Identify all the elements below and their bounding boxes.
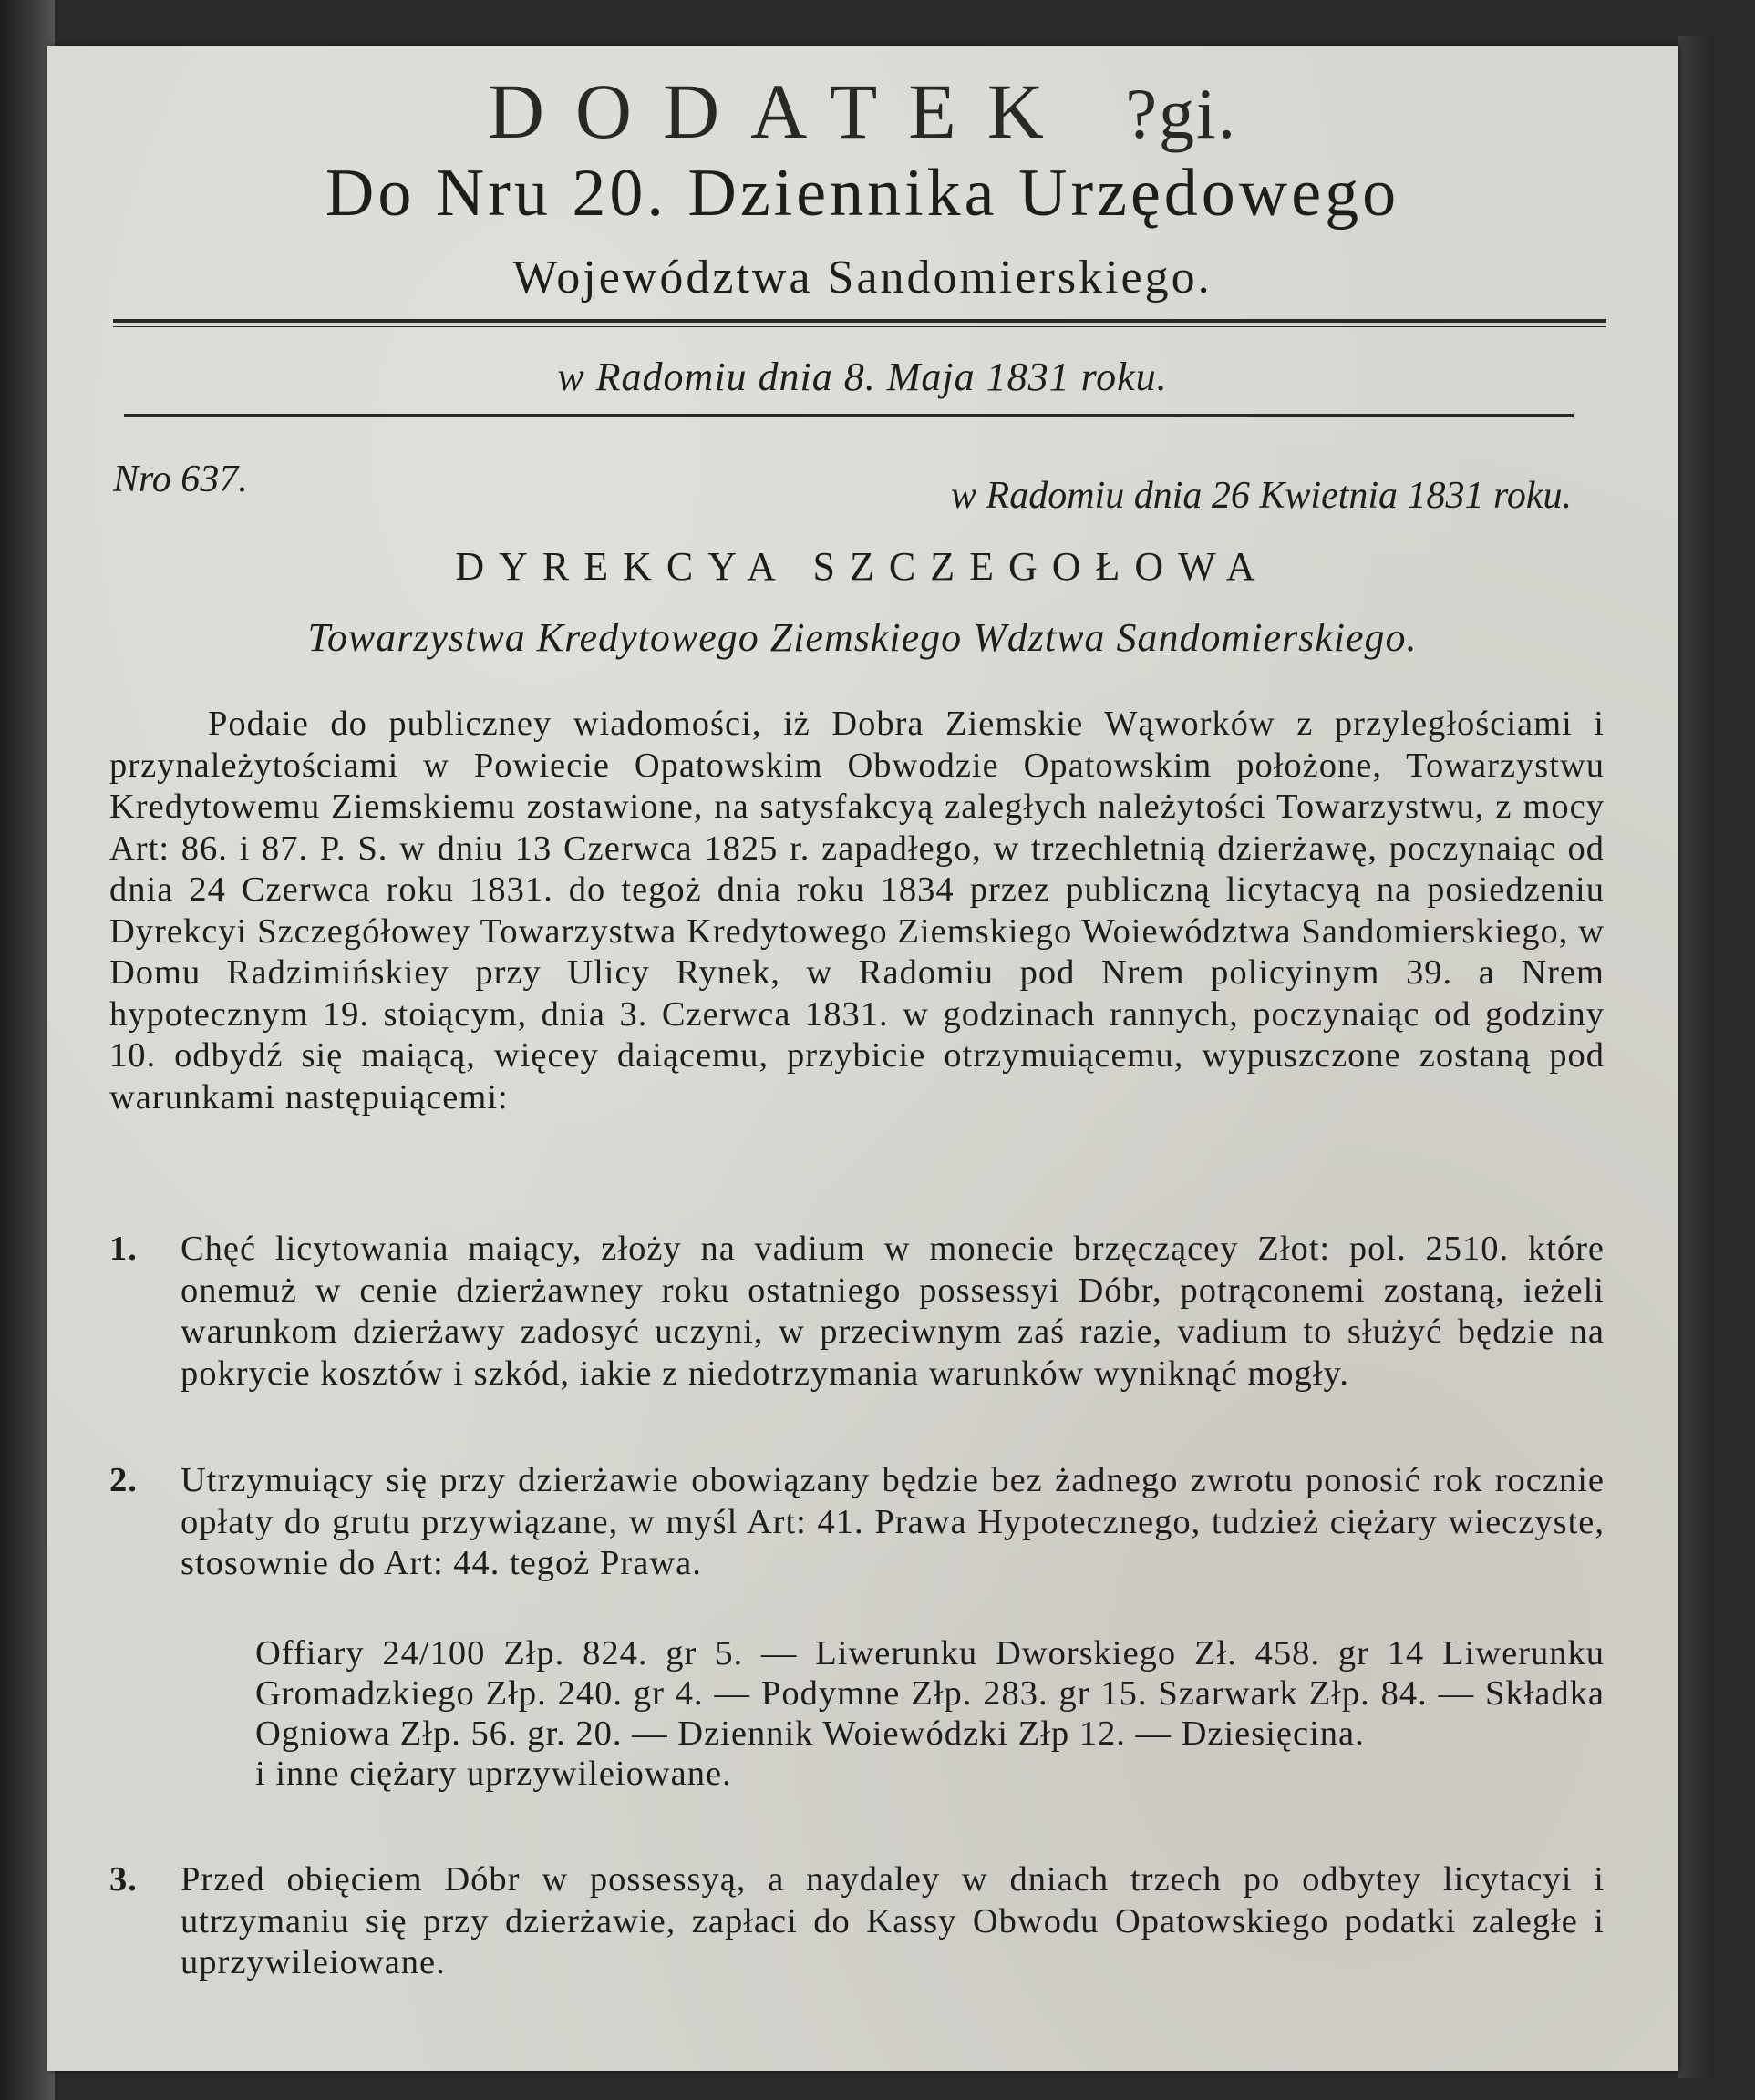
- condition-text: Utrzymuiący się przy dzierżawie obowiązany będzie bez żadnego zwrotu ponosić rok rocznie opłaty do grutu przywiązane, w myśl Art: 41. Prawa Hypotecznego, tudzież ciężary wieczyste, stosownie do Art: 44. tegoż Prawa.: [181, 1461, 1605, 1582]
- condition-text: Chęć licytowania maiący, złoży na vadium w monecie brzęczącey Złot: pol. 2510. które onemuż w cenie dzierżawney roku ostatniego possessyi Dóbr, potrąconemi zostaną, ieżeli warunkom dzierżawy zadosyć uczyni, w przeciwnym zaś razie, vadium to służyć będzie na pokrycie kosztów i szkód, iakie z niedotrzymania warunków wyniknąć mogły.: [181, 1230, 1605, 1393]
- notice-heading: DYREKCYA SZCZEGOŁOWA: [455, 544, 1270, 589]
- header-rule-top-thin: [113, 326, 1606, 327]
- condition-number: 3.: [109, 1860, 138, 1899]
- condition-item-1: [109, 1229, 1605, 1395]
- header-rule-bottom: [124, 414, 1574, 417]
- condition-number: 1.: [109, 1230, 138, 1268]
- header-rule-top: [113, 319, 1606, 323]
- voivodeship-title: Województwa Sandomierskiego.: [512, 252, 1213, 304]
- journal-title: Do Nru 20. Dziennika Urzędowego: [325, 156, 1400, 231]
- notice-date: w Radomiu dnia 26 Kwietnia 1831 roku.: [951, 475, 1572, 517]
- supplement-title: [47, 66, 1678, 157]
- notice-subheading: Towarzystwa Kredytowego Ziemskiego Wdztwa Sandomierskiego.: [307, 615, 1418, 660]
- charges-text: Offiary 24/100 Złp. 824. gr 5. — Liwerunku Dworskiego Zł. 458. gr 14 Liwerunku Gromadzkiego Złp. 240. gr 4. — Podymne Złp. 283. gr 15. Szarwark Złp. 84. — Składka Ogniowa Złp. 56. gr. 20. — Dziennik Woiewódzki Złp 12. — Dziesięcina.: [255, 1634, 1605, 1753]
- issue-place-date: w Radomiu dnia 8. Maja 1831 roku.: [557, 355, 1168, 399]
- page-shadow-edge: [1678, 36, 1714, 2078]
- notice-number: Nro 637.: [113, 458, 248, 500]
- condition-item-3: [109, 1859, 1605, 1984]
- charges-last-line: i inne ciężary uprzywileiowane.: [255, 1755, 732, 1793]
- document-page: [47, 46, 1678, 2071]
- condition-number: 2.: [109, 1461, 138, 1499]
- dodatek-word: DODATEK: [487, 67, 1075, 155]
- condition-text: Przed obięciem Dóbr w possessyą, a naydaley w dniach trzech po odbytey licytacyi i utrzymaniu się przy dzierżawie, zapłaci do Kassy Obwodu Opatowskiego podatki zaległe i uprzywileiowane.: [181, 1860, 1605, 1982]
- dodatek-number: ?gi.: [1125, 74, 1238, 153]
- book-binding-edge: [0, 0, 55, 2100]
- intro-paragraph: Podaie do publiczney wiadomości, iż Dobra Ziemskie Wąworków z przyległościami i przynależytościami w Powiecie Opatowskim Obwodzie Opatowskim położone, Towarzystwu Kredytowemu Ziemskiemu zostawione, na satysfakcyą zaległych należytości Towarzystwu, z mocy Art: 86. i 87. P. S. w dniu 13 Czerwca 1825 r. zapadłego, w trzechletnią dzierżawę, poczynaiąc od dnia 24 Czerwca roku 1831. do tegoż dnia roku 1834 przez publiczną licytacyą na posiedzeniu Dyrekcyi Szczegółowey Towarzystwa Kredytowego Ziemskiego Woiewództwa Sandomierskiego, w Domu Radzimińskiey przy Ulicy Rynek, w Radomiu pod Nrem policyinym 39. a Nrem hypotecznym 19. stoiącym, dnia 3. Czerwca 1831. w godzinach rannych, poczynaiąc od godziny 10. odbydź się maiącą, więcey daiącemu, przybicie otrzymuiącemu, wypuszczone zostaną pod warunkami następuiącemi:: [109, 705, 1605, 1117]
- notice-intro: [109, 704, 1605, 1118]
- condition-item-2: [109, 1460, 1605, 1585]
- charges-list: [255, 1633, 1605, 1794]
